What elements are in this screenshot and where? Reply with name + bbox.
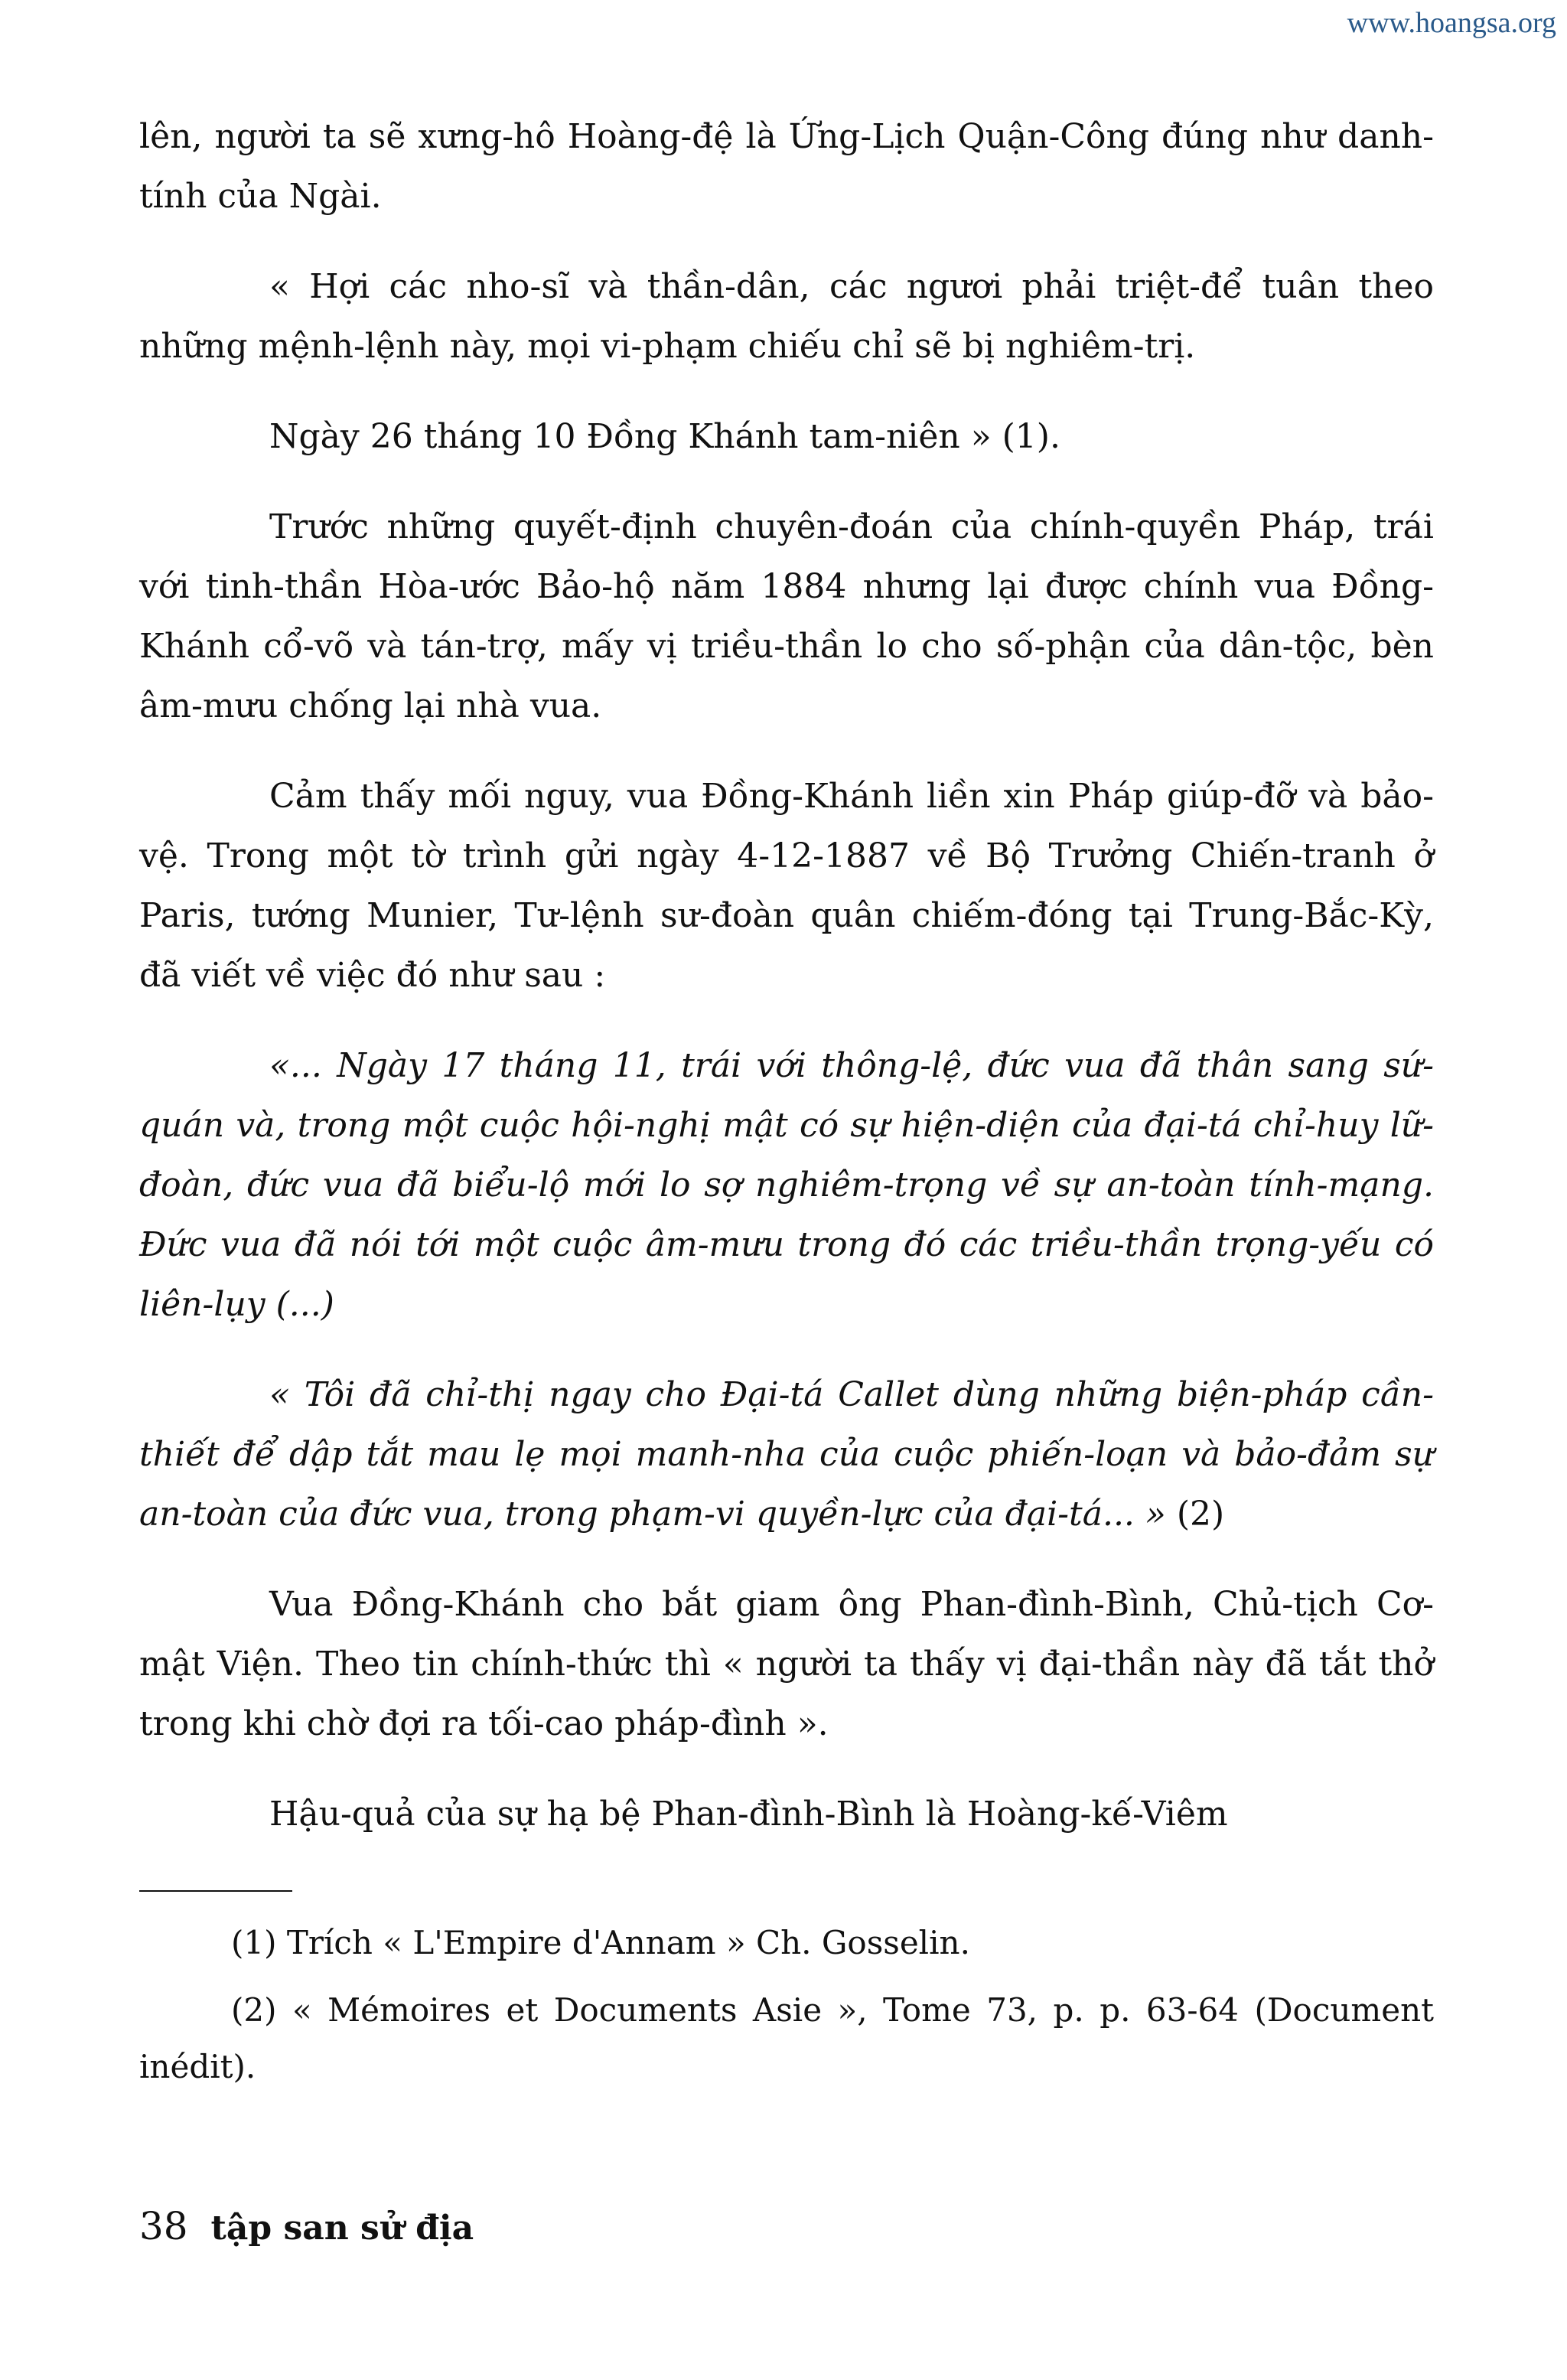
footnote-1: (1) Trích « L'Empire d'Annam » Ch. Gosselin.: [231, 1924, 970, 1961]
page-number: 38: [139, 2204, 188, 2248]
paragraph-3: Trước những quyết-định chuyên-đoán của chính-quyền Pháp, trái với tinh-thần Hòa-ước Bảo-hộ năm 1884 nhưng lại được chính vua Đồng-Khánh cổ-võ và tán-trợ, mấy vị triều-thần lo cho số-phận của dân-tộc, bèn âm-mưu chống lại nhà vua.: [139, 507, 1434, 725]
watermark: www.hoangsa.org: [1347, 7, 1556, 39]
paragraph-6: Hậu-quả của sự hạ bệ Phan-đình-Bình là Hoàng-kế-Viêm: [269, 1795, 1228, 1834]
page-footer: [139, 2204, 474, 2248]
quote-paragraph-1: «... Ngày 17 tháng 11, trái với thông-lệ, đức vua đã thân sang sứ-quán và, trong một cuộc hội-nghị mật có sự hiện-diện của đại-tá chỉ-huy lữ-đoàn, đức vua đã biểu-lộ mới lo sợ nghiêm-trọng về sự an-toàn tính-mạng. Đức vua đã nói tới một cuộc âm-mưu trong đó các triều-thần trọng-yếu có liên-lụy (...): [139, 1046, 1434, 1324]
footnote-divider: [139, 1890, 292, 1892]
paragraph-1: lên, người ta sẽ xưng-hô Hoàng-đệ là Ứng-Lịch Quận-Công đúng như danh-tính của Ngài.: [139, 117, 1434, 216]
page-body: [139, 107, 1434, 2106]
quote-text: « Tôi đã chỉ-thị ngay cho Đại-tá Callet dùng những biện-pháp cần-thiết để dập tắt mau lẹ mọi manh-nha của cuộc phiến-loạn và bảo-đảm sự an-toàn của đức vua, trong phạm-vi quyền-lực của đại-tá... »: [139, 1375, 1434, 1534]
quote-paragraph-2: [139, 1365, 1434, 1544]
footnote-2: (2) « Mémoires et Documents Asie », Tome 73, p. p. 63-64 (Document inédit).: [139, 1991, 1434, 2085]
paragraph-4: Cảm thấy mối nguy, vua Đồng-Khánh liền xin Pháp giúp-đỡ và bảo-vệ. Trong một tờ trình gửi ngày 4-12-1887 về Bộ Trưởng Chiến-tranh ở Paris, tướng Munier, Tư-lệnh sư-đoàn quân chiếm-đóng tại Trung-Bắc-Kỳ, đã viết về việc đó như sau :: [139, 777, 1434, 995]
paragraph-2: « Hợi các nho-sĩ và thần-dân, các ngươi phải triệt-để tuân theo những mệnh-lệnh này, mọi vi-phạm chiếu chỉ sẽ bị nghiêm-trị.: [139, 267, 1434, 366]
magazine-name: tập san sử địa: [210, 2209, 474, 2248]
paragraph-5: Vua Đồng-Khánh cho bắt giam ông Phan-đình-Bình, Chủ-tịch Cơ-mật Viện. Theo tin chính-thức thì « người ta thấy vị đại-thần này đã tắt thở trong khi chờ đợi ra tối-cao pháp-đình ».: [139, 1585, 1434, 1743]
quote-footnote-ref: (2): [1176, 1495, 1225, 1534]
paragraph-date: Ngày 26 tháng 10 Đồng Khánh tam-niên » (1).: [269, 417, 1060, 456]
